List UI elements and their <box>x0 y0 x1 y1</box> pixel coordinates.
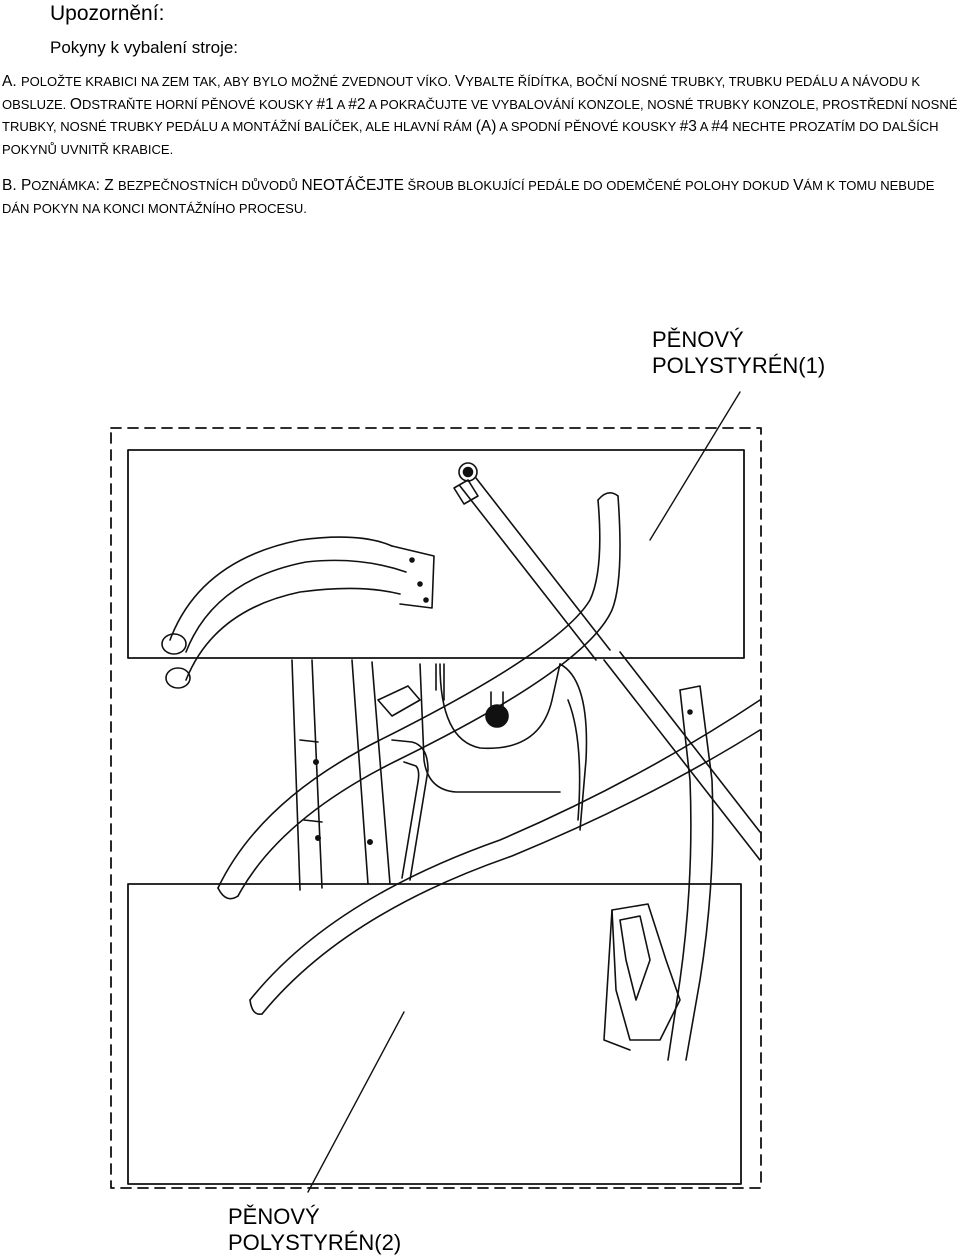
leader-line-1 <box>650 392 740 540</box>
text-run: A POKRAČUJTE VE VYBALOVÁNÍ KONZOLE, NOSNÉ TRUBKY KONZOLE, PROSTŘEDNÍ NOSNÉ TRUBKY, NOSNÉ TRUBKY PEDÁLU A MONTÁŽNÍ BALÍČEK, ALE HLAVNÍ RÁM <box>2 96 958 134</box>
text-run: A. <box>2 73 21 90</box>
text-run: A <box>696 119 712 134</box>
foam-label-1 <box>652 327 825 379</box>
text-run: #2 <box>348 95 366 113</box>
text-run: B. P <box>2 177 32 194</box>
text-run: : Z <box>95 177 118 194</box>
console-mast <box>454 463 610 660</box>
text-run: ÁM K TOMU NEBUDE DÁN POKYN NA KONCI MONTÁŽNÍHO PROCESU. <box>2 178 935 216</box>
pedal <box>604 904 680 1050</box>
text-run: #4 <box>711 118 729 135</box>
main-frame <box>292 660 586 890</box>
foam-label-1-line-2: POLYSTYRÉN(1) <box>652 353 826 378</box>
text-run: BEZPEČNOSTNÍCH DŮVODŮ <box>117 178 302 193</box>
text-run: O <box>69 95 82 113</box>
side-tube-long <box>218 493 620 899</box>
text-run: NECHTE PROZATÍM DO DALŠÍCH POKYNŮ UVNITŘ KRABICE. <box>2 119 939 157</box>
text-run: V <box>454 73 466 90</box>
foam-label-2-line-2: POLYSTYRÉN(2) <box>228 1230 402 1255</box>
handlebar <box>162 537 434 688</box>
text-run: NEOTÁČEJTE <box>301 177 404 194</box>
box-outline <box>111 428 761 1188</box>
text-run: OZNÁMKA <box>31 178 96 193</box>
text-run: A <box>333 96 349 112</box>
text-run: #1 <box>316 95 334 113</box>
text-run: (A) <box>475 118 497 135</box>
rear-tube <box>604 652 760 860</box>
page-heading: Upozornění: <box>50 2 165 25</box>
pedal-lock-knob <box>486 692 508 727</box>
foam-block-2 <box>128 884 741 1184</box>
foam-label-2 <box>228 1204 401 1256</box>
text-run: POLOŽTE KRABICI NA ZEM TAK, ABY BYLO MOŽNÉ ZVEDNOUT VÍKO. <box>20 74 455 89</box>
section-subheading: Pokyny k vybalení stroje: <box>50 38 239 57</box>
text-run: A SPODNÍ PĚNOVÉ KOUSKY <box>496 119 680 134</box>
leader-line-2 <box>308 1012 404 1192</box>
foam-label-1-line-1: PĚNOVÝ <box>652 327 744 352</box>
text-run: DSTRAŇTE HORNÍ PĚNOVÉ KOUSKY <box>81 96 317 112</box>
foam-block-1 <box>128 450 744 658</box>
text-run: V <box>793 177 804 194</box>
text-run: ŠROUB BLOKUJÍCÍ PEDÁLE DO ODEMČENÉ POLOHY DOKUD <box>403 178 794 193</box>
text-run: YBALTE ŘÍDÍTKA, BOČNÍ NOSNÉ TRUBKY, TRUBKU PEDÁLU A NÁVODU K OBSLUZE. <box>2 74 921 112</box>
foam-label-2-line-1: PĚNOVÝ <box>228 1204 320 1229</box>
text-run: #3 <box>679 118 697 135</box>
